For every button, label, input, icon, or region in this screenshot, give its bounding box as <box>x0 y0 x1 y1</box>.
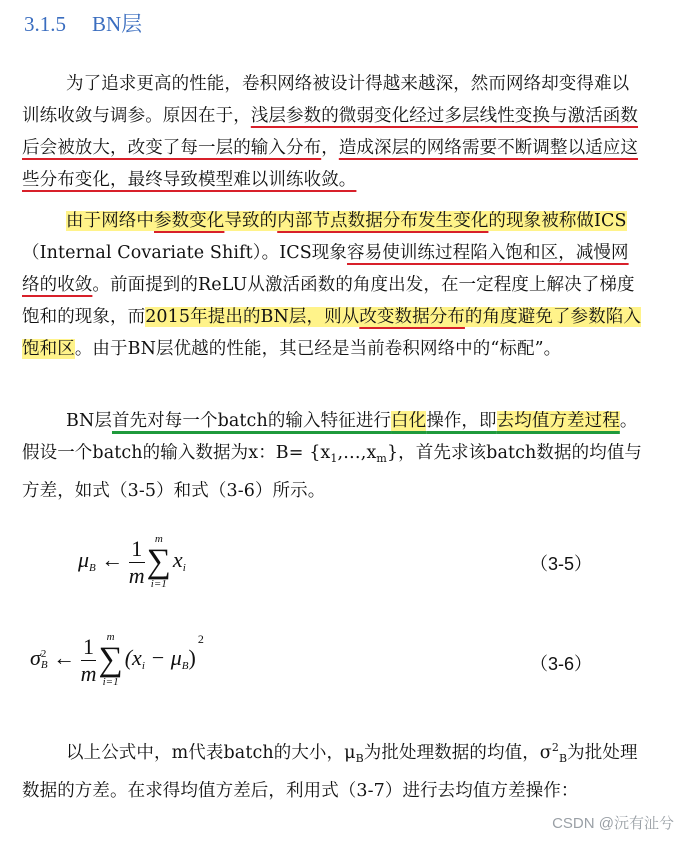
p3-underlined-green-2: 操作，即 <box>426 411 497 431</box>
eq2-sum-lower: i=1 <box>102 676 119 688</box>
p2-highlight-underline-2: 内部节点数据分布发生变化 <box>277 211 489 231</box>
p2-text-2: 。前面提到的ReLU从激活函数的角度出发，在一定程度上解决了梯度饱和的现象，而 <box>22 275 635 327</box>
eq1-sigma: ∑ <box>146 543 171 580</box>
p4-text-3: 为批处理数据的方差。在求得均值方差后，利用式（3-7）进行去均值方差操作： <box>22 743 638 801</box>
section-heading <box>24 8 142 38</box>
p2-highlight-2: 导致的 <box>224 211 278 231</box>
p3-text-2: 。假设一个batch的输入数据为x：B= {x <box>22 411 638 463</box>
eq1-mu-sub: B <box>89 562 96 575</box>
p2-text-3: 。由于BN层优越的性能，其已经是当前卷积网络中的“标配”。 <box>74 339 562 359</box>
eq2-sigma-scripts <box>41 649 48 671</box>
p2-highlight-underline-3: 改变数据分布 <box>359 307 465 327</box>
eq2-sigma-sub: B <box>40 659 48 671</box>
eq1-sum <box>147 534 171 590</box>
eq2-minus-mu: − μ <box>144 645 182 671</box>
p3-text-4: }，首先求该batch数据的均值与方差，如式（3-5）和式（3-6）所示。 <box>22 443 643 501</box>
p3-highlight-2: 去均值方差过程 <box>496 411 620 431</box>
p3-text-3: ,…,x <box>337 443 377 463</box>
eq1-sum-upper: m <box>154 533 163 545</box>
eq1-x: x <box>172 547 183 573</box>
eq1-x-sub: i <box>182 562 186 575</box>
p2-highlight-4: 2015年提出的BN层，则从 <box>145 307 360 327</box>
p4-superscript-2: 2 <box>551 741 559 754</box>
p2-highlight-5: 的角度避免了参数陷入饱和区 <box>22 307 641 359</box>
eq2-open: (x <box>124 645 142 671</box>
p2-highlight-3: 的现象被称做ICS <box>488 211 627 231</box>
paragraph-3 <box>22 405 644 507</box>
equation-label-3-6: （3-6） <box>530 654 593 674</box>
eq1-sum-lower: i=1 <box>150 578 167 590</box>
section-number: 3.1.5 <box>24 12 66 36</box>
p2-highlight: 由于网络中 <box>66 211 154 231</box>
p2-underlined-red: 容易使训练过程陷入饱和区，减慢网络的收敛 <box>22 243 629 295</box>
p3-underlined-green: 首先对每一个batch的输入特征进行 <box>111 411 392 431</box>
equation-label-3-5: （3-5） <box>530 554 593 574</box>
p1-underlined-red-2: 造成深层的网络需要不断调整以适应这些分布变化，最终导致模型难以训练收敛。 <box>22 138 639 190</box>
eq2-sigma: σ <box>30 645 41 671</box>
eq2-sum-upper: m <box>106 631 115 643</box>
equation-3-6 <box>30 632 204 688</box>
eq1-mu: μ <box>78 547 90 573</box>
p4-subscript-b-2: B <box>558 752 568 765</box>
eq1-denominator: m <box>128 562 145 588</box>
p4-subscript-b: B <box>355 752 364 765</box>
eq2-sum <box>98 632 122 688</box>
p4-text-2: 为批处理数据的均值，σ <box>363 743 552 763</box>
eq2-arrow: ← <box>47 645 81 671</box>
p2-text: （Internal Covariate Shift）。ICS现象 <box>22 243 348 263</box>
eq1-arrow: ← <box>95 547 129 573</box>
eq2-sigma-sum: ∑ <box>98 641 123 678</box>
p4-text: 以上公式中，m代表batch的大小，μ <box>66 743 356 763</box>
eq2-close: ) <box>188 645 196 671</box>
equation-3-5 <box>78 534 186 590</box>
p3-subscript-1: 1 <box>330 452 338 465</box>
section-title: BN层 <box>92 12 143 36</box>
eq1-fraction <box>129 536 145 589</box>
paragraph-1 <box>22 68 644 196</box>
p3-text: BN层 <box>66 411 112 431</box>
eq2-power: 2 <box>197 632 204 647</box>
paragraph-2 <box>22 205 644 365</box>
p3-subscript-m: m <box>376 452 387 465</box>
eq2-x-sub: i <box>141 660 145 673</box>
eq1-numerator: 1 <box>129 536 145 563</box>
p3-highlight: 白化 <box>391 411 427 431</box>
p1-underlined-red: 浅层参数的微弱变化经过多层线性变换与激活函数后会被放大，改变了每一层的输入分布 <box>22 106 639 158</box>
p2-highlight-underline: 参数变化 <box>154 211 225 231</box>
csdn-watermark: CSDN @沅有沚兮 <box>552 815 674 832</box>
eq2-denominator: m <box>80 660 97 686</box>
eq2-sigma-sup: 2 <box>40 648 47 660</box>
p1-text: 为了追求更高的性能，卷积网络被设计得越来越深，然而网络却变得难以训练收敛与调参。原因在于， <box>22 74 630 126</box>
p1-comma: ， <box>321 138 339 158</box>
eq2-fraction <box>81 634 97 687</box>
eq2-numerator: 1 <box>81 634 97 661</box>
paragraph-4 <box>22 732 644 807</box>
eq2-mu-sub: B <box>181 660 189 673</box>
